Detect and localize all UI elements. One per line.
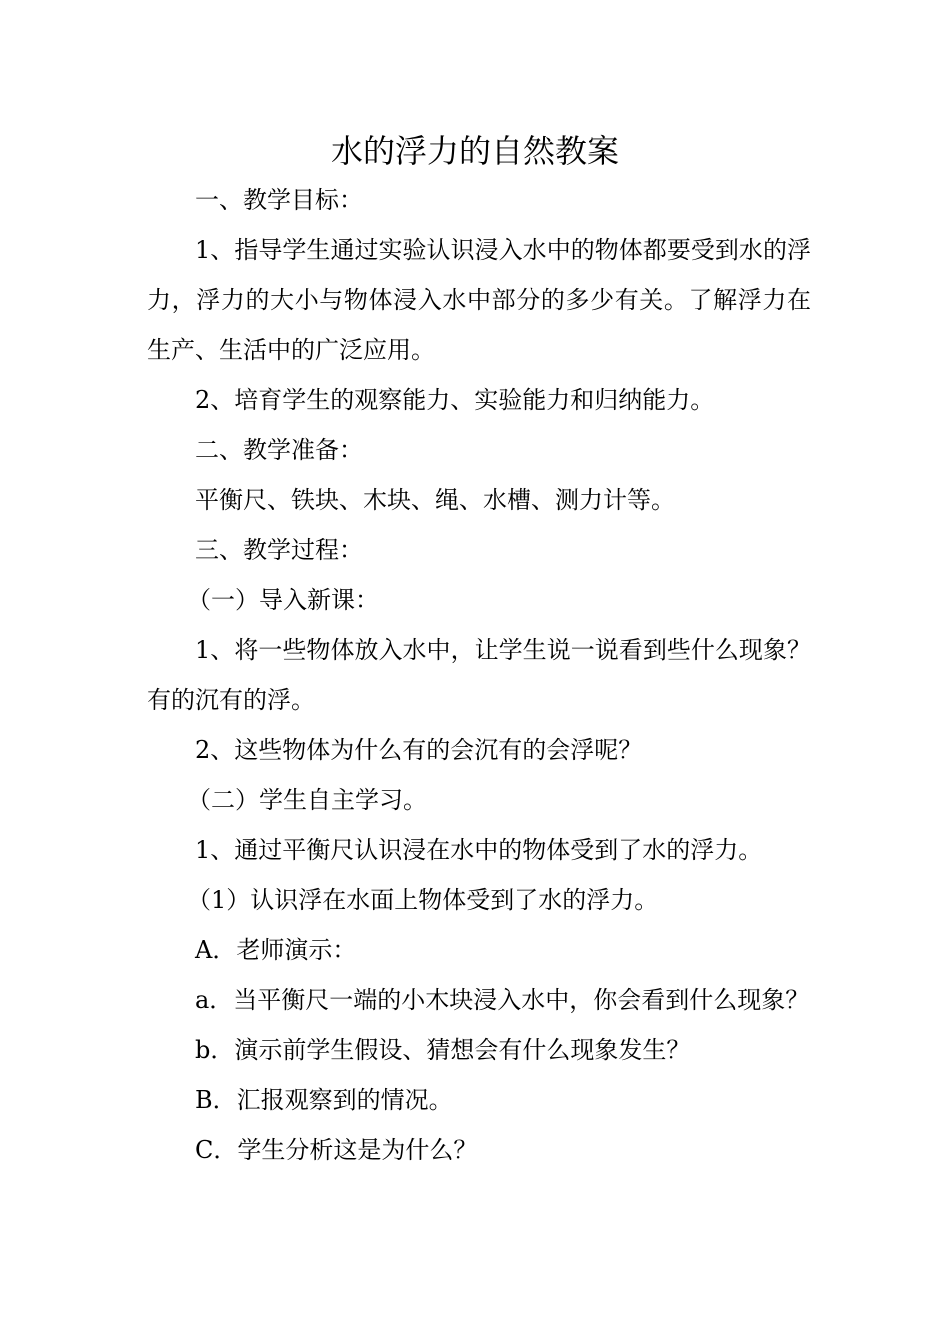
section-heading-preparation: 二、教学准备：: [195, 436, 363, 464]
paragraph: C．学生分析这是为什么？: [195, 1136, 478, 1164]
paragraph: a．当平衡尺一端的小木块浸入水中，你会看到什么现象？: [195, 986, 810, 1014]
paragraph: 1、将一些物体放入水中，让学生说一说看到些什么现象？有的沉有的浮。: [147, 636, 811, 714]
paragraph: 1、指导学生通过实验认识浸入水中的物体都要受到水的浮力，浮力的大小与物体浸入水中部分的多少有关。了解浮力在生产、生活中的广泛应用。: [147, 236, 811, 364]
section-heading-process: 三、教学过程：: [195, 536, 363, 564]
subsection-heading: （二）学生自主学习。: [187, 786, 427, 814]
paragraph: 2、这些物体为什么有的会沉有的会浮呢？: [195, 736, 643, 764]
paragraph: B．汇报观察到的情况。: [195, 1086, 453, 1114]
paragraph: 2、培育学生的观察能力、实验能力和归纳能力。: [195, 386, 715, 414]
paragraph: 平衡尺、铁块、木块、绳、水槽、测力计等。: [195, 486, 675, 514]
section-heading-objectives: 一、教学目标：: [195, 186, 363, 214]
subsection-heading: （一）导入新课：: [187, 586, 379, 614]
paragraph: b．演示前学生假设、猜想会有什么现象发生？: [195, 1036, 691, 1064]
paragraph: 1、通过平衡尺认识浸在水中的物体受到了水的浮力。: [195, 836, 763, 864]
paragraph: （1）认识浮在水面上物体受到了水的浮力。: [187, 886, 659, 914]
document-title: 水的浮力的自然教案: [330, 132, 619, 170]
paragraph: A．老师演示：: [195, 936, 357, 964]
document-body: [147, 175, 811, 1175]
